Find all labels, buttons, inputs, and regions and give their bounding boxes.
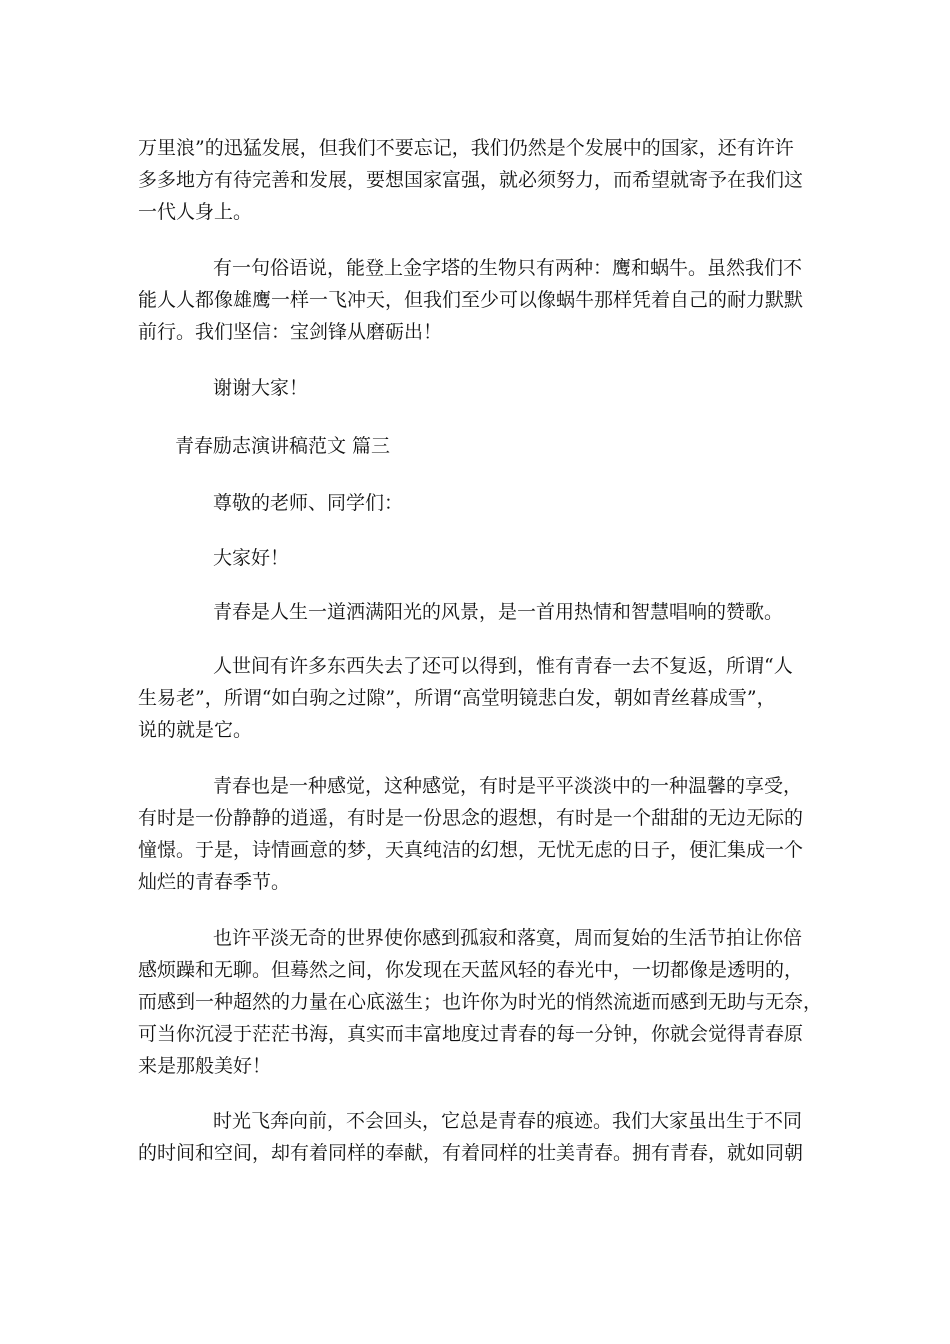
text-line: 尊敬的老师、同学们：: [213, 492, 404, 514]
text-line: 有一句俗语说，能登上金字塔的生物只有两种：鹰和蜗牛。虽然我们不: [213, 257, 803, 279]
text-line: 灿烂的青春季节。: [138, 871, 291, 893]
paragraph-youth-feeling: [138, 770, 818, 898]
text-line: 谢谢大家！: [213, 377, 309, 399]
text-line: 青春也是一种感觉，这种感觉，有时是平平淡淡中的一种温馨的享受，: [213, 775, 803, 797]
text-line: 一代人身上。: [138, 201, 253, 223]
paragraph-youth-scenery: [138, 596, 818, 628]
text-line: 大家好！: [213, 547, 290, 569]
text-line: 说的就是它。: [138, 719, 253, 741]
text-line: 前行。我们坚信：宝剑锋从磨砺出！: [138, 321, 443, 343]
text-line: 生易老”，所谓“如白驹之过隙”，所谓“高堂明镜悲白发，朝如青丝暮成雪”，: [138, 687, 776, 709]
text-line: 有时是一份静静的逍遥，有时是一份思念的遐想，有时是一个甜甜的无边无际的: [138, 807, 804, 829]
paragraph-continuation: [138, 132, 818, 228]
paragraph-youth-beautiful: [138, 922, 823, 1082]
text-line: 来是那般美好！: [138, 1055, 272, 1077]
paragraph-salutation: [138, 487, 818, 519]
text-line: 人世间有许多东西失去了还可以得到，惟有青春一去不复返，所谓“人: [213, 655, 793, 677]
text-line: 能人人都像雄鹰一样一飞冲天，但我们至少可以像蜗牛那样凭着自己的耐力默默: [138, 289, 804, 311]
text-line: 可当你沉浸于茫茫书海，真实而丰富地度过青春的每一分钟，你就会觉得青春原: [138, 1023, 804, 1045]
text-line: 憧憬。于是，诗情画意的梦，天真纯洁的幻想，无忧无虑的日子，便汇集成一个: [138, 839, 804, 861]
paragraph-proverb: [138, 252, 818, 348]
paragraph-thanks: [138, 372, 818, 404]
text-line: 时光飞奔向前，不会回头，它总是青春的痕迹。我们大家虽出生于不同: [213, 1110, 803, 1132]
text-line: 万里浪”的迅猛发展，但我们不要忘记，我们仍然是个发展中的国家，还有许许: [138, 137, 794, 159]
text-line: 的时间和空间，却有着同样的奉献，有着同样的壮美青春。拥有青春，就如同朝: [138, 1142, 804, 1164]
text-line: 也许平淡无奇的世界使你感到孤寂和落寞，周而复始的生活节拍让你倍: [213, 927, 803, 949]
text-line: 多多地方有待完善和发展，要想国家富强，就必须努力，而希望就寄予在我们这: [138, 169, 804, 191]
text-line: 感烦躁和无聊。但蓦然之间，你发现在天蓝风轻的春光中，一切都像是透明的，: [138, 959, 804, 981]
section-heading: 青春励志演讲稿范文 篇三: [175, 435, 391, 457]
paragraph-greeting: [138, 542, 818, 574]
text-line: 而感到一种超然的力量在心底滋生；也许你为时光的悄然流逝而感到无助与无奈，: [138, 991, 823, 1013]
text-line: 青春是人生一道洒满阳光的风景，是一首用热情和智慧唱响的赞歌。: [213, 601, 784, 623]
paragraph-youth-lost: [138, 650, 818, 746]
paragraph-time-flies: [138, 1105, 818, 1169]
